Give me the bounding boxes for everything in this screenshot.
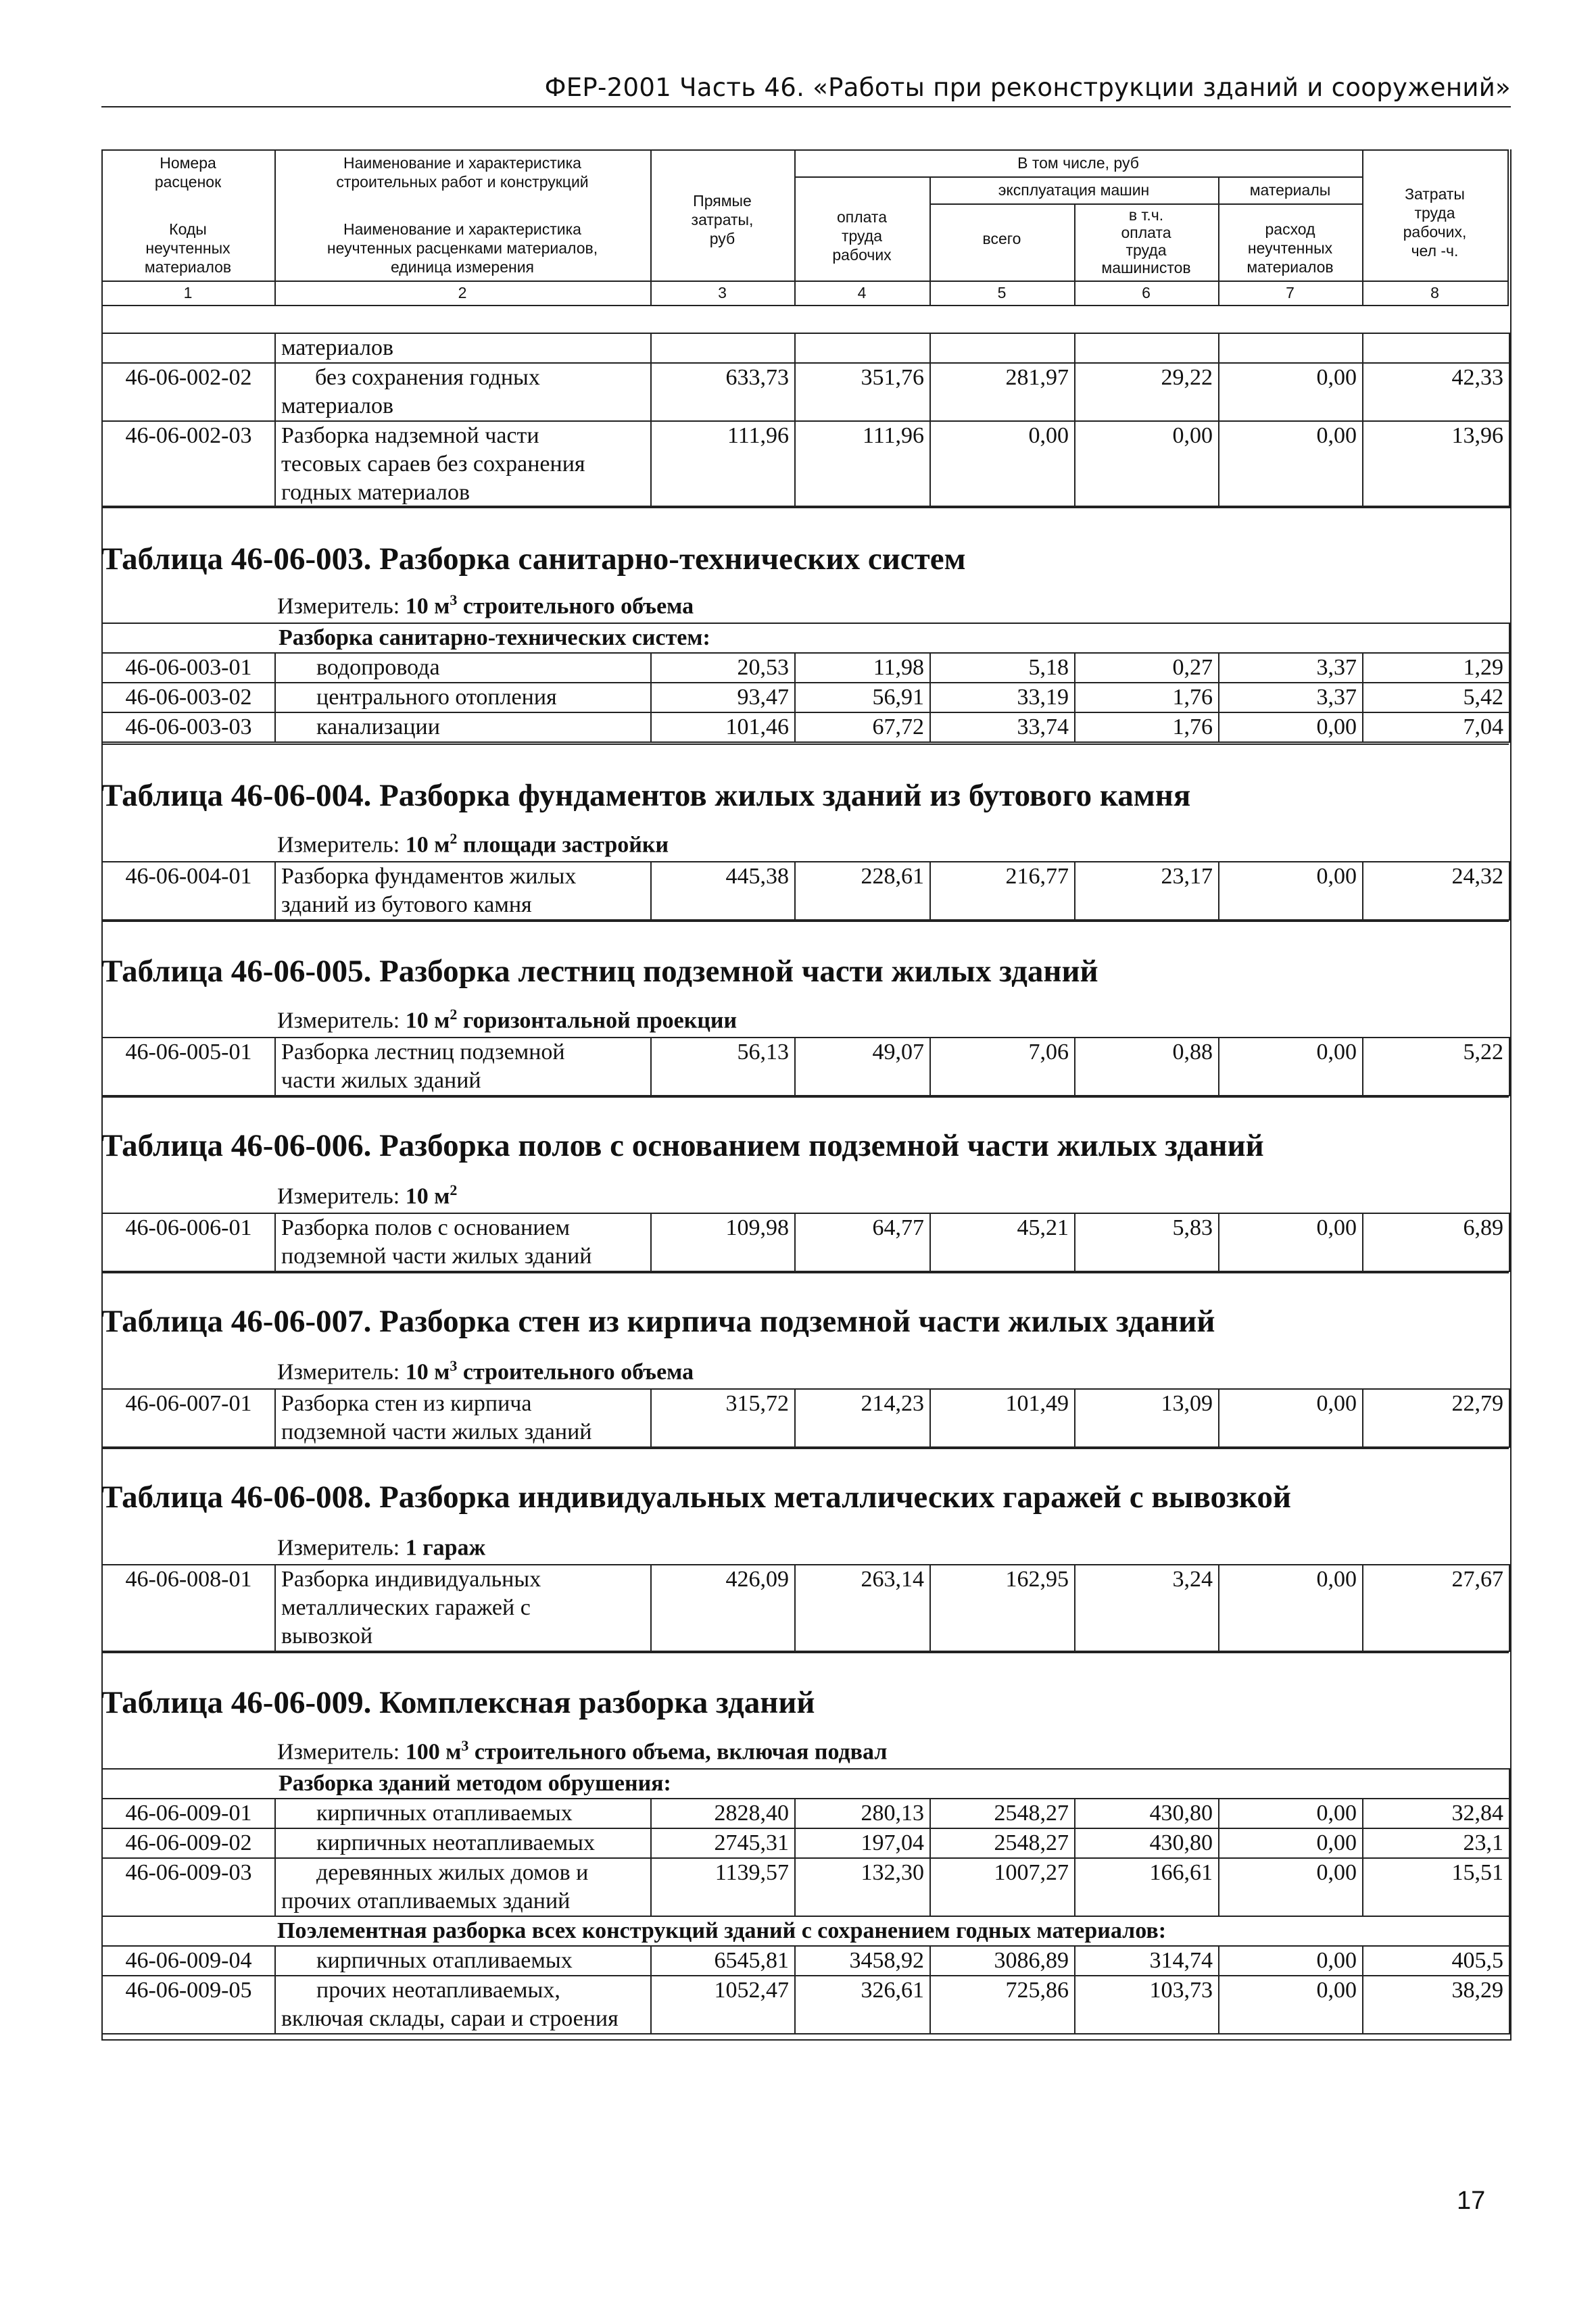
table-title-46-06-008: Таблица 46-06-008. Разборка индивидуальных металлических гаражей с вывозкой (101, 1480, 1291, 1515)
cell-value: 5,83 (1075, 1213, 1219, 1271)
cell-name: Разборка полов с основанием подземной части жилых зданий (275, 1213, 651, 1271)
cell-value: 64,77 (795, 1213, 930, 1271)
cell-code: 46-06-009-04 (102, 1946, 275, 1976)
table-row (102, 1799, 1509, 1828)
colnum-1: 1 (183, 284, 193, 301)
cell-value: 6,89 (1363, 1213, 1509, 1271)
page-number: 17 (1457, 2187, 1486, 2215)
cell-value: 351,76 (795, 363, 930, 421)
cell-value: 20,53 (651, 653, 795, 683)
cell-code: 46-06-009-02 (102, 1828, 275, 1858)
cell-value: 5,22 (1363, 1038, 1509, 1096)
divider (101, 1448, 1509, 1449)
table-46-06-009 (101, 1768, 1510, 2034)
colnum-2: 2 (458, 284, 467, 301)
table-row (102, 1946, 1509, 1976)
cell-value: 0,00 (1219, 862, 1363, 920)
cell-code: 46-06-005-01 (102, 1038, 275, 1096)
measure-46-06-004: Измеритель: 10 $м^2$ площади застройки (277, 830, 669, 858)
hdr-name-top: Наименование и характеристика строительных работ и конструкций (336, 154, 589, 191)
cell-code: 46-06-002-03 (102, 421, 275, 508)
cell-value: 0,00 (1219, 1389, 1363, 1447)
hdr-materials-use: расход неучтенных материалов (1247, 220, 1334, 276)
table-row (102, 1389, 1509, 1447)
cell-value: 0,00 (930, 421, 1075, 508)
cell-value: 5,18 (930, 653, 1075, 683)
hdr-machines: эксплуатация машин (998, 181, 1150, 199)
cell-value: 725,86 (930, 1976, 1075, 2034)
cell-code: 46-06-006-01 (102, 1213, 275, 1271)
measure-46-06-007: Измеритель: 10 $м^3$ строительного объема (277, 1357, 694, 1385)
measure-46-06-009: Измеритель: 100 $м^3$ строительного объема, включая подвал (277, 1737, 888, 1765)
cell-code: 46-06-009-01 (102, 1799, 275, 1828)
cell-value: 67,72 (795, 712, 930, 742)
colnum-8: 8 (1430, 284, 1439, 301)
cell-value: 2828,40 (651, 1799, 795, 1828)
cell-name: центрального отопления (275, 683, 651, 712)
cell-code: 46-06-004-01 (102, 862, 275, 920)
table-46-06-006 (101, 1213, 1510, 1272)
cell-code: 46-06-009-05 (102, 1976, 275, 2034)
cell-value: 426,09 (651, 1565, 795, 1651)
cell-name: Разборка фундаментов жилых зданий из бутового камня (275, 862, 651, 920)
table-46-06-007 (101, 1388, 1510, 1448)
cell-value: 7,06 (930, 1038, 1075, 1096)
table-row (102, 862, 1509, 920)
cell-value: 3458,92 (795, 1946, 930, 1976)
cell-value: 132,30 (795, 1858, 930, 1916)
cell-value: 11,98 (795, 653, 930, 683)
cell-name: канализации (275, 712, 651, 742)
cell-value: 314,74 (1075, 1946, 1219, 1976)
cell-value: 162,95 (930, 1565, 1075, 1651)
cell-value: 216,77 (930, 862, 1075, 920)
cell-value: 101,49 (930, 1389, 1075, 1447)
table-row (102, 1213, 1509, 1271)
table-row (102, 333, 1509, 363)
table-46-06-004 (101, 861, 1510, 921)
cell-value: 111,96 (795, 421, 930, 508)
table-row (102, 1858, 1509, 1916)
colnum-6: 6 (1142, 284, 1151, 301)
cell-value: 38,29 (1363, 1976, 1509, 2034)
divider (101, 1096, 1509, 1098)
table-title-46-06-006: Таблица 46-06-006. Разборка полов с основанием подземной части жилых зданий (101, 1128, 1264, 1163)
colnum-3: 3 (718, 284, 727, 301)
cell-code: 46-06-007-01 (102, 1389, 275, 1447)
cell-value: 1,76 (1075, 712, 1219, 742)
cell-name: материалов (275, 333, 651, 363)
cell-code: 46-06-002-02 (102, 363, 275, 421)
table-46-06-008 (101, 1564, 1510, 1652)
cell-value: 430,80 (1075, 1828, 1219, 1858)
cell-value: 1,76 (1075, 683, 1219, 712)
cell-value: 13,09 (1075, 1389, 1219, 1447)
table-row (102, 683, 1509, 712)
table-title-46-06-004: Таблица 46-06-004. Разборка фундаментов жилых зданий из бутового камня (101, 778, 1191, 813)
cell-value: 0,00 (1219, 1799, 1363, 1828)
measure-46-06-006: Измеритель: 10 $м^2$ (277, 1181, 458, 1209)
cell-value: 13,96 (1363, 421, 1509, 508)
cell-name: кирпичных неотапливаемых (275, 1828, 651, 1858)
group-row (102, 1916, 1509, 1946)
hdr-code-bottom: Коды неучтенных материалов (144, 220, 232, 276)
cell-value: 22,79 (1363, 1389, 1509, 1447)
divider (101, 1652, 1509, 1653)
divider (101, 921, 1509, 922)
cell-value: 0,00 (1219, 1828, 1363, 1858)
cell-value: 33,74 (930, 712, 1075, 742)
hdr-machinist-pay: в т.ч. оплата труда машинистов (1101, 206, 1191, 276)
cell-value: 33,19 (930, 683, 1075, 712)
cell-value: 0,00 (1219, 421, 1363, 508)
cell-value: 0,27 (1075, 653, 1219, 683)
table-row (102, 421, 1509, 508)
cell-value: 0,00 (1219, 1946, 1363, 1976)
cell-name: Разборка индивидуальных металлических гаражей с вывозкой (275, 1565, 651, 1651)
table-46-06-005 (101, 1037, 1510, 1096)
colnum-4: 4 (857, 284, 867, 301)
colnum-5: 5 (997, 284, 1007, 301)
table-title-46-06-009: Таблица 46-06-009. Комплексная разборка зданий (101, 1685, 815, 1720)
running-header: ФЕР-2001 Часть 46. «Работы при реконструкции зданий и сооружений» (101, 73, 1511, 107)
cell-value: 109,98 (651, 1213, 795, 1271)
cell-value: 3,24 (1075, 1565, 1219, 1651)
group-label: Поэлементная разборка всех конструкций зданий с сохранением годных материалов: (102, 1916, 1509, 1946)
cell-value: 111,96 (651, 421, 795, 508)
cell-name: деревянных жилых домов и прочих отапливаемых зданий (275, 1858, 651, 1916)
table-46-06-002 (101, 333, 1510, 508)
table-title-46-06-007: Таблица 46-06-007. Разборка стен из кирпича подземной части жилых зданий (101, 1304, 1215, 1339)
divider (101, 1272, 1509, 1273)
measure-46-06-008: Измеритель: 1 гараж (277, 1535, 486, 1561)
group-row (102, 1769, 1509, 1799)
cell-value: 6545,81 (651, 1946, 795, 1976)
cell-name: кирпичных отапливаемых (275, 1946, 651, 1976)
cell-value: 1052,47 (651, 1976, 795, 2034)
cell-value: 49,07 (795, 1038, 930, 1096)
cell-value: 445,38 (651, 862, 795, 920)
cell-value: 23,1 (1363, 1828, 1509, 1858)
table-title-46-06-003: Таблица 46-06-003. Разборка санитарно-технических систем (101, 541, 966, 577)
cell-name: кирпичных отапливаемых (275, 1799, 651, 1828)
divider (101, 506, 1509, 507)
cell-value: 0,00 (1219, 1213, 1363, 1271)
hdr-machines-total: всего (982, 230, 1021, 247)
cell-value: 27,67 (1363, 1565, 1509, 1651)
table-row (102, 1038, 1509, 1096)
group-label: Разборка санитарно-технических систем: (102, 623, 1509, 653)
cell-value: 5,42 (1363, 683, 1509, 712)
cell-value: 0,88 (1075, 1038, 1219, 1096)
cell-value: 1,29 (1363, 653, 1509, 683)
cell-value: 0,00 (1219, 712, 1363, 742)
cell-value: 281,97 (930, 363, 1075, 421)
cell-value: 3,37 (1219, 683, 1363, 712)
measure-46-06-003: Измеритель: 10 $м^3$ строительного объема (277, 591, 694, 619)
cell-value: 42,33 (1363, 363, 1509, 421)
cell-value: 0,00 (1219, 1565, 1363, 1651)
table-row (102, 712, 1509, 742)
cell-value: 56,13 (651, 1038, 795, 1096)
cell-value: 214,23 (795, 1389, 930, 1447)
cell-value: 15,51 (1363, 1858, 1509, 1916)
cell-value: 101,46 (651, 712, 795, 742)
cell-value: 0,00 (1219, 1038, 1363, 1096)
cell-value: 0,00 (1075, 421, 1219, 508)
cell-code: 46-06-003-01 (102, 653, 275, 683)
cell-value: 1139,57 (651, 1858, 795, 1916)
cell-value: 315,72 (651, 1389, 795, 1447)
hdr-labour: Затраты труда рабочих, чел -ч. (1403, 185, 1467, 260)
cell-value: 3,37 (1219, 653, 1363, 683)
colnum-7: 7 (1286, 284, 1295, 301)
cell-value: 0,00 (1219, 363, 1363, 421)
cell-value: 405,5 (1363, 1946, 1509, 1976)
group-row (102, 623, 1509, 653)
hdr-code-top: Номера расценок (154, 154, 222, 191)
table-row (102, 1976, 1509, 2034)
cell-value: 2745,31 (651, 1828, 795, 1858)
cell-code: 46-06-003-03 (102, 712, 275, 742)
hdr-group: В том числе, руб (1017, 154, 1139, 172)
cell-value: 56,91 (795, 683, 930, 712)
cell-value: 430,80 (1075, 1799, 1219, 1828)
group-label: Разборка зданий методом обрушения: (102, 1769, 1509, 1799)
cell-value: 23,17 (1075, 862, 1219, 920)
cell-name: без сохранения годных материалов (275, 363, 651, 421)
hdr-name-bottom: Наименование и характеристика неучтенных расценками материалов, единица измерения (327, 220, 598, 276)
hdr-worker-pay: оплата труда рабочих (832, 208, 892, 264)
column-header (101, 149, 1509, 306)
table-row (102, 1565, 1509, 1651)
cell-value: 263,14 (795, 1565, 930, 1651)
cell-code: 46-06-008-01 (102, 1565, 275, 1651)
table-row (102, 653, 1509, 683)
cell-value: 633,73 (651, 363, 795, 421)
table-row (102, 1828, 1509, 1858)
cell-value: 32,84 (1363, 1799, 1509, 1828)
cell-code: 46-06-009-03 (102, 1858, 275, 1916)
cell-value: 197,04 (795, 1828, 930, 1858)
cell-value: 1007,27 (930, 1858, 1075, 1916)
cell-value: 166,61 (1075, 1858, 1219, 1916)
cell-code: 46-06-003-02 (102, 683, 275, 712)
hdr-direct-costs: Прямые затраты, руб (691, 192, 754, 247)
table-row (102, 363, 1509, 421)
cell-value: 0,00 (1219, 1976, 1363, 2034)
cell-value: 280,13 (795, 1799, 930, 1828)
measure-46-06-005: Измеритель: 10 $м^2$ горизонтальной проекции (277, 1006, 737, 1033)
cell-name: Разборка надземной части тесовых сараев без сохранения годных материалов (275, 421, 651, 508)
cell-name: прочих неотапливаемых, включая склады, сараи и строения (275, 1976, 651, 2034)
cell-name: Разборка лестниц подземной части жилых зданий (275, 1038, 651, 1096)
cell-value: 0,00 (1219, 1858, 1363, 1916)
cell-value: 7,04 (1363, 712, 1509, 742)
cell-value: 93,47 (651, 683, 795, 712)
cell-value: 2548,27 (930, 1799, 1075, 1828)
cell-value: 103,73 (1075, 1976, 1219, 2034)
table-title-46-06-005: Таблица 46-06-005. Разборка лестниц подземной части жилых зданий (101, 954, 1098, 989)
hdr-materials: материалы (1249, 181, 1331, 199)
cell-value: 326,61 (795, 1976, 930, 2034)
cell-value: 24,32 (1363, 862, 1509, 920)
cell-value: 3086,89 (930, 1946, 1075, 1976)
cell-name: Разборка стен из кирпича подземной части жилых зданий (275, 1389, 651, 1447)
cell-value: 29,22 (1075, 363, 1219, 421)
cell-value: 228,61 (795, 862, 930, 920)
cell-name: водопровода (275, 653, 651, 683)
cell-value: 2548,27 (930, 1828, 1075, 1858)
table-46-06-003 (101, 623, 1510, 743)
cell-value: 45,21 (930, 1213, 1075, 1271)
divider (101, 744, 1509, 745)
